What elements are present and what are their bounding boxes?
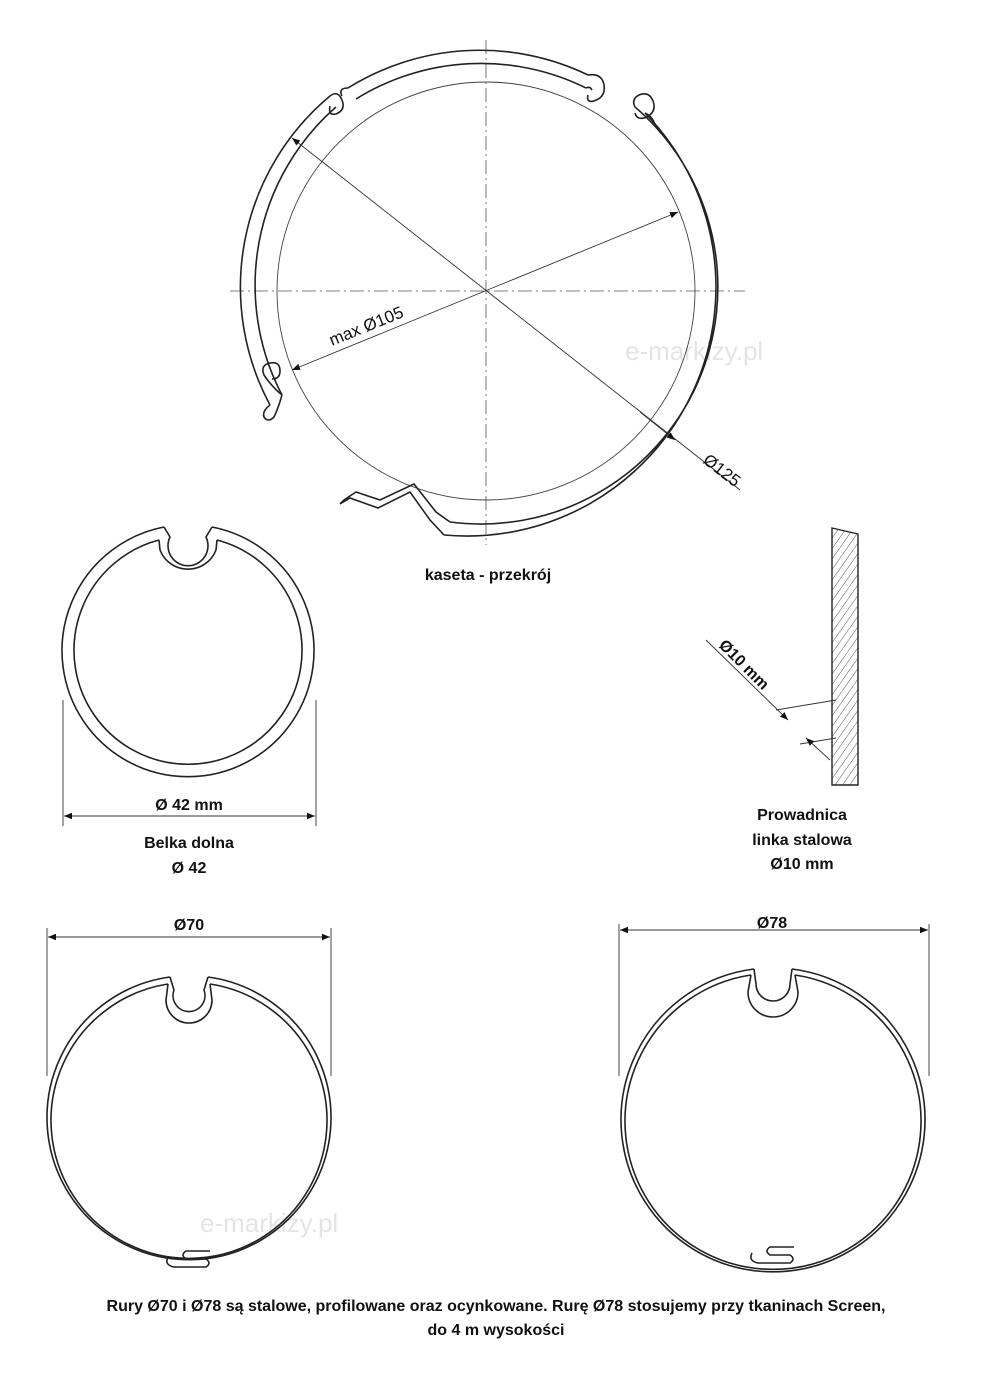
bottom-bar-label-line2: Ø 42 [171,860,207,877]
dim-label-inner-diameter: max Ø105 [326,302,407,350]
tube-78-outer [621,969,925,1272]
guide-extension-lower [800,738,836,744]
bottom-bar-inner [74,540,302,764]
bottom-bar-groove [159,527,217,569]
tube-78-dim-label: Ø78 [756,915,788,932]
bottom-bar-outer [62,527,314,777]
watermark-bottom: e-markizy.pl [200,1208,339,1238]
bottom-bar-section [62,527,316,877]
tube-70-groove [166,977,212,1023]
tube-78-groove [748,969,798,1017]
dim-line-outer-diameter [292,138,740,490]
guide-extension-upper [776,700,836,710]
cassette-groove-left [263,363,282,420]
cassette-label: kaseta - przekrój [424,567,552,584]
footnote-line2: do 4 m wysokości [427,1322,565,1339]
tube-78-seam [751,1247,794,1263]
cassette-section [230,40,745,584]
guide-label-line3: Ø10 mm [770,856,834,873]
dim-label-outer-diameter: Ø125 [699,450,745,491]
bottom-bar-label-line1: Belka dolna [144,835,234,852]
bottom-bar-dim-label: Ø 42 mm [155,797,223,814]
guide-label-line1: Prowadnica [757,807,847,824]
guide-label-line2: linka stalowa [752,832,852,849]
footnote-line1: Rury Ø70 i Ø78 są stalowe, profilowane oraz ocynkowane. Rurę Ø78 stosujemy przy tkaninach Screen, [106,1298,886,1315]
guide-dim-label: Ø10 mm [715,636,772,694]
tube-78-section [619,915,929,1272]
guide-cable-body [832,528,858,785]
tube-70-dim-label: Ø70 [173,917,205,934]
cassette-bottom-fold [340,484,450,535]
guide-cable-section [706,528,858,873]
watermark-top: e-markizy.pl [625,336,764,366]
tube-78-inner [625,975,921,1269]
cassette-groove-top-right-1 [586,75,604,102]
